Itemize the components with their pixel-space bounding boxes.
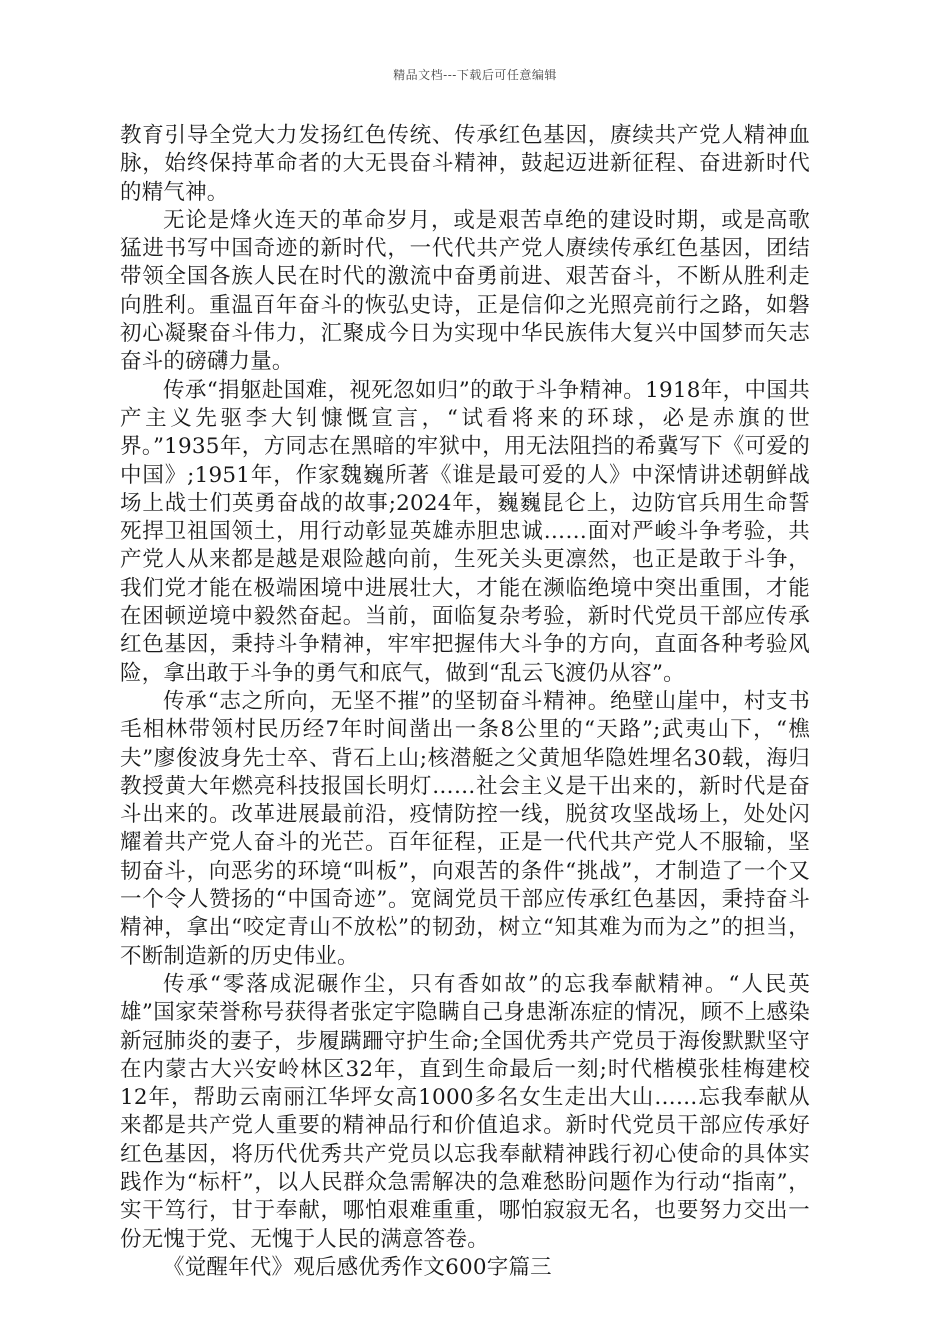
- paragraph-5: 传承“零落成泥碾作尘，只有香如故”的忘我奉献精神。“人民英雄”国家荣誉称号获得者张定宇隐瞒自己身患渐冻症的情况，顾不上感染新冠肺炎的妻子，步履蹒跚守护生命;全国优秀共产党员于海俊默默坚守在内蒙古大兴安岭林区32年，直到生命最后一刻;时代楷模张桂梅建校12年，帮助云南丽江华坪女高1000多名女生走出大山……忘我奉献从来都是共产党人重要的精神品行和价值追求。新时代党员干部应传承好红色基因，将历代优秀共产党员以忘我奉献精神践行初心使命的具体实践作为“标杆”，以人民群众急需解决的急难愁盼问题作为行动“指南”，实干笃行，甘于奉献，哪怕艰难重重，哪怕寂寂无名，也要努力交出一份无愧于党、无愧于人民的满意答卷。: [120, 971, 810, 1252]
- page-header: 精品文档---下载后可任意编辑: [393, 68, 557, 82]
- paragraph-2: 无论是烽火连天的革命岁月，或是艰苦卓绝的建设时期，或是高歌猛进书写中国奇迹的新时代，一代代共产党人赓续传承红色基因，团结带领全国各族人民在时代的激流中奋勇前进、艰苦奋斗，不断从胜利走向胜利。重温百年奋斗的恢弘史诗，正是信仰之光照亮前行之路，如磐初心凝聚奋斗伟力，汇聚成今日为实现中华民族伟大复兴中国梦而矢志奋斗的磅礴力量。: [120, 207, 810, 375]
- document-body: [120, 122, 810, 1282]
- paragraph-4: 传承“志之所向，无坚不摧”的坚韧奋斗精神。绝壁山崖中，村支书毛相林带领村民历经7年时间凿出一条8公里的“天路”;武夷山下，“樵夫”廖俊波身先士卒、背石上山;核潜艇之父黄旭华隐姓埋名30载，海归教授黄大年燃亮科技报国长明灯……社会主义是干出来的，新时代是奋斗出来的。改革进展最前沿，疫情防控一线，脱贫攻坚战场上，处处闪耀着共产党人奋斗的光芒。百年征程，正是一代代共产党人不服输，坚韧奋斗，向恶劣的环境“叫板”，向艰苦的条件“挑战”，才制造了一个又一个令人赞扬的“中国奇迹”。宽阔党员干部应传承红色基因，秉持奋斗精神，拿出“咬定青山不放松”的韧劲，树立“知其难为而为之”的担当，不断制造新的历史伟业。: [120, 688, 810, 969]
- paragraph-1: 教育引导全党大力发扬红色传统、传承红色基因，赓续共产党人精神血脉，始终保持革命者的大无畏奋斗精神，鼓起迈进新征程、奋进新时代的精气神。: [120, 123, 810, 205]
- paragraph-3: 传承“捐躯赴国难，视死忽如归”的敢于斗争精神。1918年，中国共产主义先驱李大钊慷慨宣言，“试看将来的环球，必是赤旗的世界。”1935年，方同志在黑暗的牢狱中，用无法阻挡的希冀写下《可爱的中国》;1951年，作家魏巍所著《谁是最可爱的人》中深情讲述朝鲜战场上战士们英勇奋战的故事;2024年，巍巍昆仑上，边防官兵用生命誓死捍卫祖国领土，用行动彰显英雄赤胆忠诚……面对严峻斗争考验，共产党人从来都是越是艰险越向前，生死关头更凛然，也正是敢于斗争，我们党才能在极端困境中进展壮大，才能在濒临绝境中突出重围，才能在困顿逆境中毅然奋起。当前，面临复杂考验，新时代党员干部应传承红色基因，秉持斗争精神，牢牢把握伟大斗争的方向，直面各种考验风险，拿出敢于斗争的勇气和底气，做到“乱云飞渡仍从容”。: [120, 377, 810, 686]
- section-heading: 《觉醒年代》观后感优秀作文600字篇三: [163, 1254, 552, 1280]
